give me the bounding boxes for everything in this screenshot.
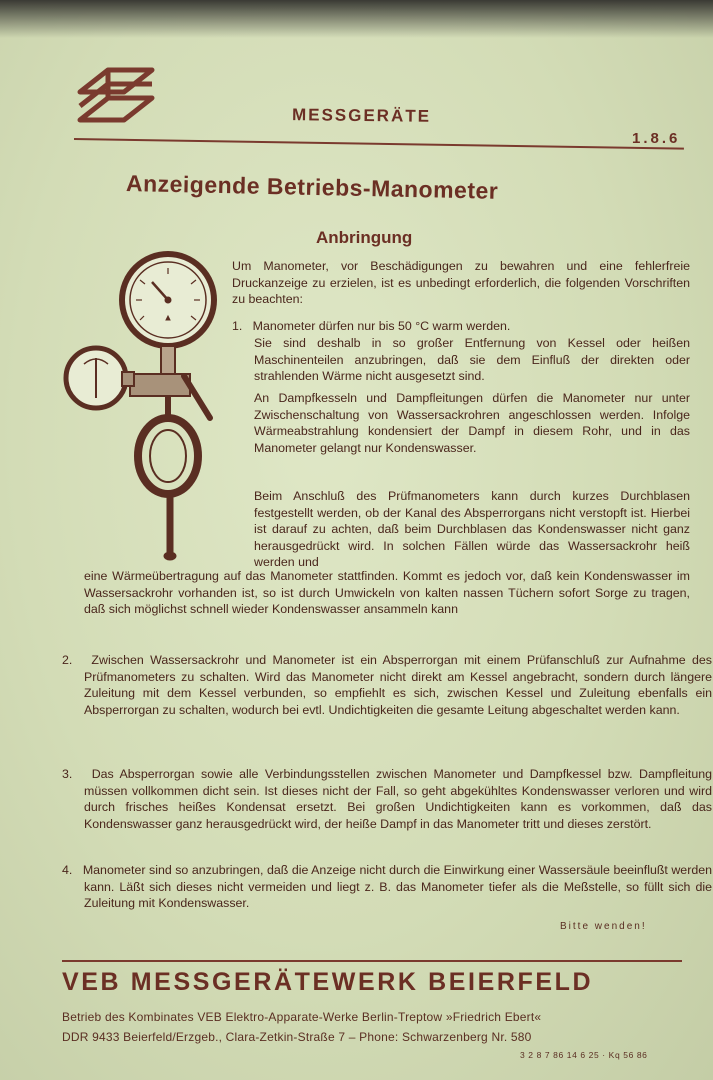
item-2-number: 2. (62, 653, 73, 667)
company-logo (74, 62, 158, 130)
item-4-text: Manometer sind so anzubringen, daß die Anzeige nicht durch die Einwirkung einer Wassersäule beeinflußt werden kann. Läßt sich dieses nicht vermeiden und liegt z. B. das Manometer tiefer als die Meßstelle, so füllt sich die Zuleitung mit Kondenswasser. (82, 863, 712, 911)
header-rule (74, 138, 684, 150)
item-1-lead-text: Manometer dürfen nur bis 50 °C warm werden. (252, 319, 511, 333)
company-name: VEB MESSGERÄTEWERK BEIERFELD (62, 968, 594, 996)
document-number: 1.8.6 (632, 130, 681, 147)
item-1-lead (232, 318, 690, 335)
footer-line-1: Betrieb des Kombinates VEB Elektro-Apparate-Werke Berlin-Treptow »Friedrich Ebert« (62, 1010, 542, 1024)
intro-paragraph: Um Manometer, vor Beschädigungen zu bewahren und eine fehlerfreie Druckanzeige zu erzielen, ist es unbedingt erforderlich, die folgenden Vorschriften zu beachten: (232, 259, 690, 307)
item-2 (62, 652, 712, 718)
section-title: Anbringung (316, 228, 413, 247)
item-4-number: 4. (62, 863, 73, 877)
item-1-paragraph-3: Beim Anschluß des Prüfmanometers kann durch kurzes Durchblasen festgestellt werden, ob der Kanal des Absperrorgans nicht verstopft ist. Hierbei ist darauf zu achten, daß beim Durchblasen das Kondenswasser nicht ganz herausgedrückt wird. In solchen Fällen würde das Wassersackrohr heiß werden und (254, 489, 690, 570)
item-1-number: 1. (232, 319, 243, 333)
item-3-number: 3. (62, 767, 73, 781)
item-3-text: Das Absperrorgan sowie alle Verbindungsstellen zwischen Manometer und Dampfkessel bzw. Dampfleitung müssen vollkommen dicht sein. Ist dieses nicht der Fall, so geht abgekühltes Kondenswasser verloren und wird durch frisches heißes Kondensat ersetzt. Bei großen Undichtigkeiten kann es vorkommen, daß das Kondenswasser ganz herausgedrückt wird, der heiße Dampf in das Manometer tritt und dieses zerstört. (84, 767, 713, 831)
item-1-paragraph-2: An Dampfkesseln und Dampfleitungen dürfen die Manometer nur unter Zwischenschaltung von Wassersackrohren angeschlossen werden. Infolge Wärmeabstrahlung kondensiert der Dampf in diesem Rohr, und in das Manometer gelangt nur Kondenswasser. (254, 391, 690, 455)
print-code: 3 2 8 7 86 14 6 25 · Kq 56 86 (520, 1050, 648, 1060)
page-title: Anzeigende Betriebs-Manometer (125, 170, 499, 204)
item-1-paragraph-3-continued: eine Wärmeübertragung auf das Manometer stattfinden. Kommt es jedoch vor, daß kein Kondenswasser im Wassersackrohr vorhanden ist, so ist durch Umwickeln von kalten nassen Tüchern sofort Sorge zu tragen, daß sich möglichst schnell wieder Kondenswasser ansammeln kann (84, 569, 690, 617)
manometer-illustration (60, 248, 220, 566)
item-1-paragraph-1: Sie sind deshalb in so großer Entfernung von Kessel oder heißen Maschinenteilen anzubringen, daß sie dem Einfluß der direkten oder strahlenden Wärme nicht ausgesetzt sind. (254, 336, 690, 384)
background-shadow (0, 0, 713, 38)
footer-line-2: DDR 9433 Beierfeld/Erzgeb., Clara-Zetkin-Straße 7 – Phone: Schwarzenberg Nr. 580 (62, 1030, 532, 1044)
item-4 (62, 862, 712, 912)
header-label: MESSGERÄTE (291, 105, 432, 126)
item-2-text: Zwischen Wassersackrohr und Manometer ist ein Absperrorgan mit einem Prüfanschluß zur Aufnahme des Prüfmanometers zu schalten. Wird das Manometer nicht direkt am Kessel angebracht, sondern durch längere Zuleitung mit dem Kessel verbunden, so empfiehlt es sich, zwischen Kessel und Zuleitung ebenfalls ein Absperrorgan zu schalten, wodurch bei evtl. Undichtigkeiten die gesamte Leitung abgeschaltet werden kann. (84, 653, 712, 717)
please-turn-note: Bitte wenden! (560, 921, 647, 932)
item-3 (62, 766, 712, 832)
footer-rule (62, 960, 682, 962)
